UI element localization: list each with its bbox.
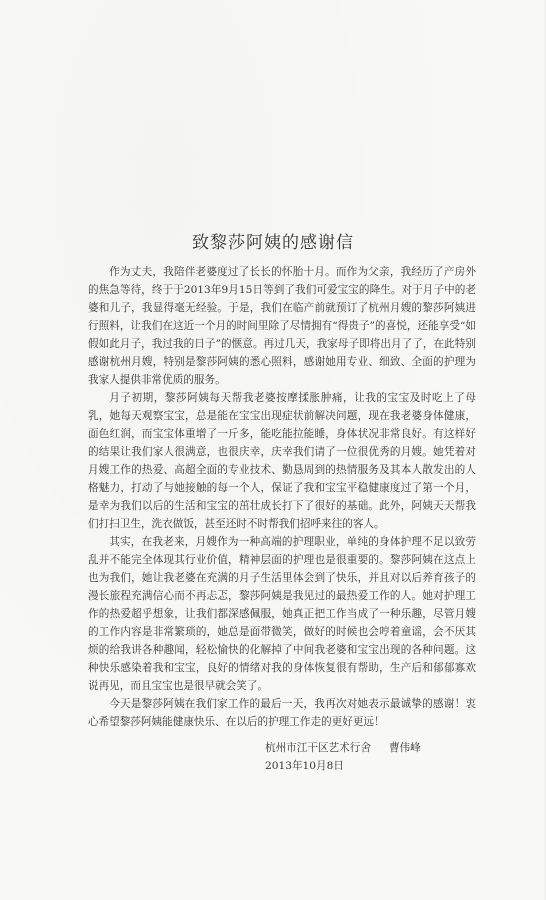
signature-address: 杭州市江干区艺术行舍 [265,742,371,754]
paragraph-3: 其实，在我老来，月嫂作为一种高端的护理职业，单纯的身体护理不足以致劳乱并不能完全体现其行业价值，精神层面的护理也是很重要的。黎莎阿姨在这点上也为我们，她让我老婆在充满的月子生活里体会到了快乐，并且对以后养育孩子的漫长旅程充满信心而不再忐忑，黎莎阿姨是我见过的最热爱工作的人。她对护理工作的热爱超乎想象，让我们都深感佩服，她真正把工作当成了一种乐趣，尽管月嫂的工作内容是非常繁琐的，她总是面带微笑，做好的时候也会哼着童谣，会不厌其烦的给我讲各种趣闻，轻松愉快的化解掉了中间我老婆和宝宝出现的各种问题。这种快乐感染着我和宝宝，良好的情绪对我的身体恢复很有帮助，生产后和郁郁寡欢说再见，而且宝宝也是很早就会笑了。 [88,536,476,692]
signature-date: 2013年10月8日 [265,760,344,772]
signature-line [265,739,421,757]
signature-block [265,739,421,775]
paragraph-2: 月子初期，黎莎阿姨每天帮我老婆按摩揉胀肿痛，让我的宝宝及时吃上了母乳，她每天观察宝宝，总是能在宝宝出现症状前解决问题，现在我老婆身体健康，面色红润，而宝宝体重增了一斤多，能吃能拉能睡，身体状况非常良好。有这样好的结果让我们家人很满意，也很庆幸，庆幸我们请了一位很优秀的月嫂。她凭着对月嫂工作的热爱、高超全面的专业技术、勤恳周到的热情服务及其本人散发出的人格魅力，打动了与她接触的每一个人，保证了我和宝宝平稳健康度过了第一个月，是幸为我们以后的生活和宝宝的茁壮成长打下了很好的基础。此外，阿姨天天帮我们打扫卫生，洗衣做饭，甚至还时不时帮我们招呼来往的客人。 [88,392,476,530]
paragraph-1: 作为丈夫，我陪伴老婆度过了长长的怀胎十月。而作为父亲，我经历了产房外的焦急等待，终于于2013年9月15日等到了我们可爱宝宝的降生。对于月子中的老婆和儿子，我显得毫无经验。于是，我们在临产前就预订了杭州月嫂的黎莎阿姨进行照料，让我们在这近一个月的时间里除了尽情拥有“得贵子”的喜悦，还能享受“如假如此月子，我过我的日子”的惬意。再过几天，我家母子即将出月了了，在此特别感谢杭州月嫂，特别是黎莎阿姨的悉心照料，感谢她用专业、细致、全面的护理为我家人提供非常优质的服务。 [88,266,476,386]
signature-name: 曹伟峰 [388,742,421,754]
paragraph-4: 今天是黎莎阿姨在我们家工作的最后一天，我再次对她表示最诚挚的感谢！衷心希望黎莎阿姨能健康快乐、在以后的护理工作走的更好更远！ [88,698,476,728]
letter-title: 致黎莎阿姨的感谢信 [192,233,354,253]
letter-body [88,263,476,731]
